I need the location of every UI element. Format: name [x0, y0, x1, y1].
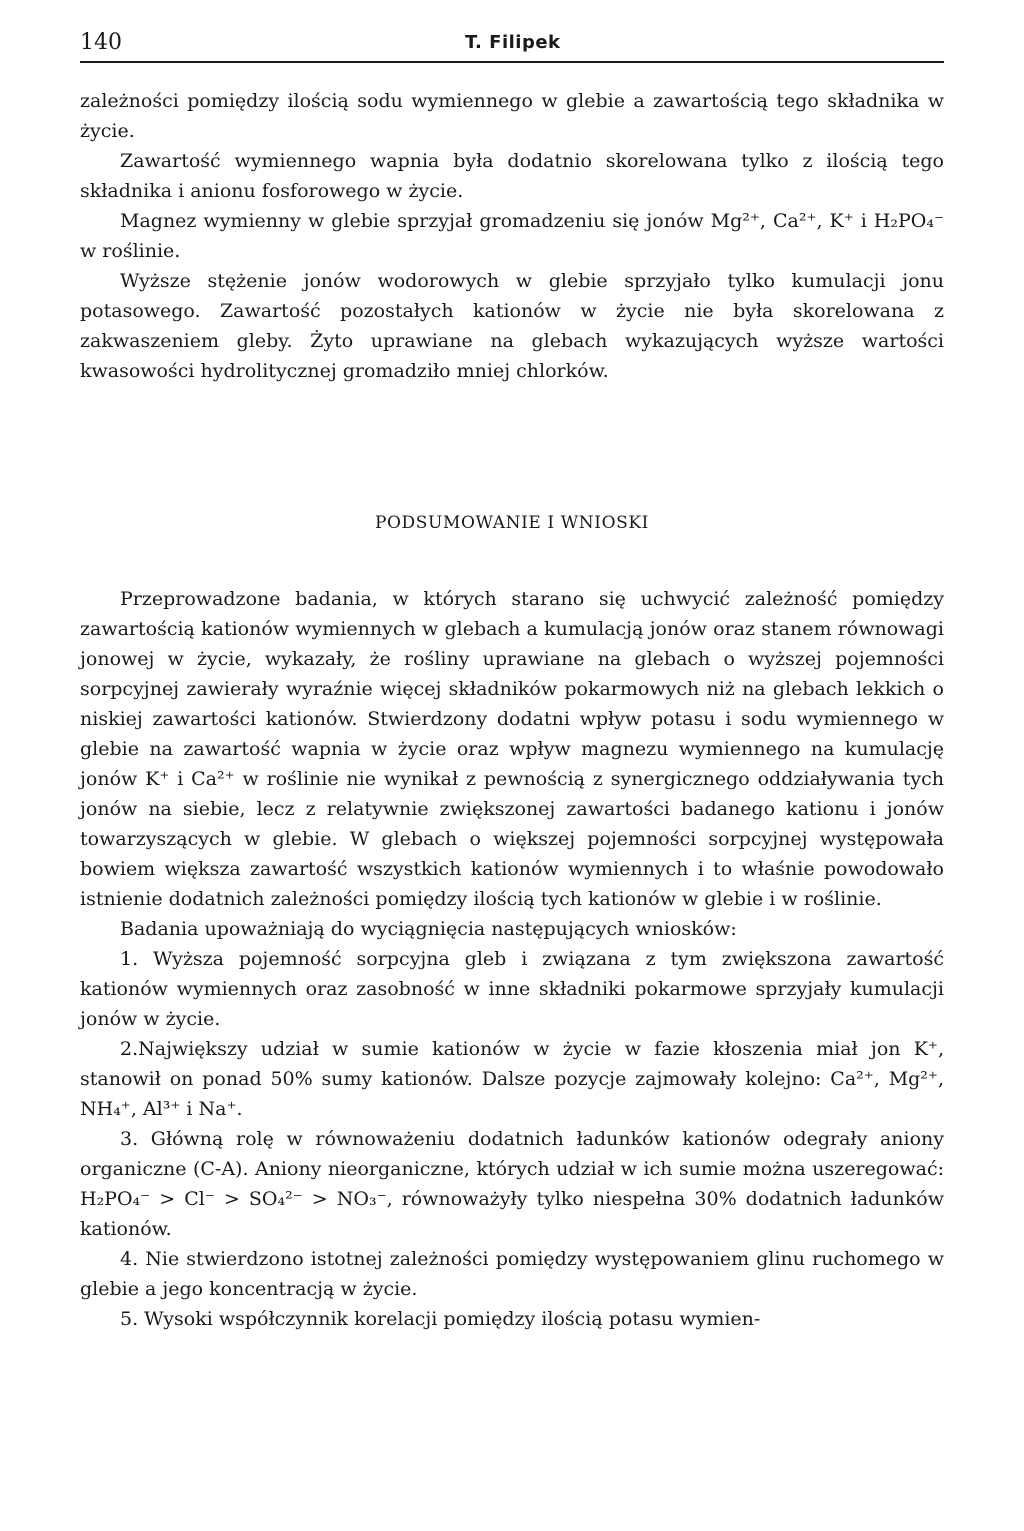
- page-number: 140: [80, 30, 122, 55]
- intro-paragraph-4: Wyższe stężenie jonów wodorowych w glebie sprzyjało tylko kumulacji jonu potasowego. Zawartość pozostałych kationów w życie nie była skorelowana z zakwaszeniem gleby. Żyto uprawiane na glebach wykazujących wyższe wartości kwasowości hydrolitycznej gromadziło mniej chlorków.: [80, 270, 944, 382]
- section-heading: PODSUMOWANIE I WNIOSKI: [374, 513, 649, 533]
- conclusion-1: 1. Wyższa pojemność sorpcyjna gleb i związana z tym zwiększona zawartość kationów wymiennych oraz zasobność w inne składniki pokarmowe sprzyjały kumulacji jonów w życie.: [80, 948, 944, 1030]
- conclusion-2: 2.Największy udział w sumie kationów w życie w fazie kłoszenia miał jon K⁺, stanowił on ponad 50% sumy kationów. Dalsze pozycje zajmowały kolejno: Ca²⁺, Mg²⁺, NH₄⁺, Al³⁺ i Na⁺.: [80, 1038, 944, 1120]
- header-rule: [80, 61, 944, 63]
- page-header: [80, 0, 944, 62]
- conclusion-3: 3. Główną rolę w równoważeniu dodatnich ładunków kationów odegrały aniony organiczne (C-A). Aniony nieorganiczne, których udział w ich sumie można uszeregować: H₂PO₄⁻ > Cl⁻ > SO₄²⁻ > NO₃⁻, równoważyły tylko niespełna 30% dodatnich ładunków kationów.: [80, 1128, 944, 1240]
- intro-paragraph-2: Zawartość wymiennego wapnia była dodatnio skorelowana tylko z ilością tego składnika i anionu fosforowego w życie.: [80, 150, 944, 202]
- summary-paragraph: Przeprowadzone badania, w których starano się uchwycić zależność pomiędzy zawartością kationów wymiennych w glebach a kumulacją jonów oraz stanem równowagi jonowej w życie, wykazały, że rośliny uprawiane na glebach o wyższej pojemności sorpcyjnej zawierały wyraźnie więcej składników pokarmowych niż na glebach lekkich o niskiej zawartości kationów. Stwierdzony dodatni wpływ potasu i sodu wymiennego w glebie na zawartość wapnia w życie oraz wpływ magnezu wymiennego na kumulację jonów K⁺ i Ca²⁺ w roślinie nie wynikał z pewnością z synergicznego oddziaływania tych jonów na siebie, lecz z relatywnie zwiększonej zawartości badanego kationu i jonów towarzyszących w glebie. W glebach o większej pojemności sorpcyjnej występowała bowiem większa zawartość wszystkich kationów wymiennych i to właśnie powodowało istnienie dodatnich zależności pomiędzy ilością tych kationów w glebie i w roślinie.: [80, 588, 944, 910]
- intro-paragraph-3: Magnez wymienny w glebie sprzyjał gromadzeniu się jonów Mg²⁺, Ca²⁺, K⁺ i H₂PO₄⁻ w roślinie.: [80, 210, 944, 262]
- conclusions-intro: Badania upoważniają do wyciągnięcia następujących wniosków:: [120, 918, 737, 940]
- summary-text: [80, 584, 944, 1334]
- intro-paragraph-1: zależności pomiędzy ilością sodu wymiennego w glebie a zawartością tego składnika w życie.: [80, 90, 944, 142]
- document-page: [80, 0, 944, 1330]
- conclusion-4: 4. Nie stwierdzono istotnej zależności pomiędzy występowaniem glinu ruchomego w glebie a jego koncentracją w życie.: [80, 1248, 944, 1300]
- conclusion-5: 5. Wysoki współczynnik korelacji pomiędzy ilością potasu wymien-: [120, 1308, 761, 1330]
- running-title: T. Filipek: [465, 32, 561, 53]
- intro-text: [80, 86, 944, 386]
